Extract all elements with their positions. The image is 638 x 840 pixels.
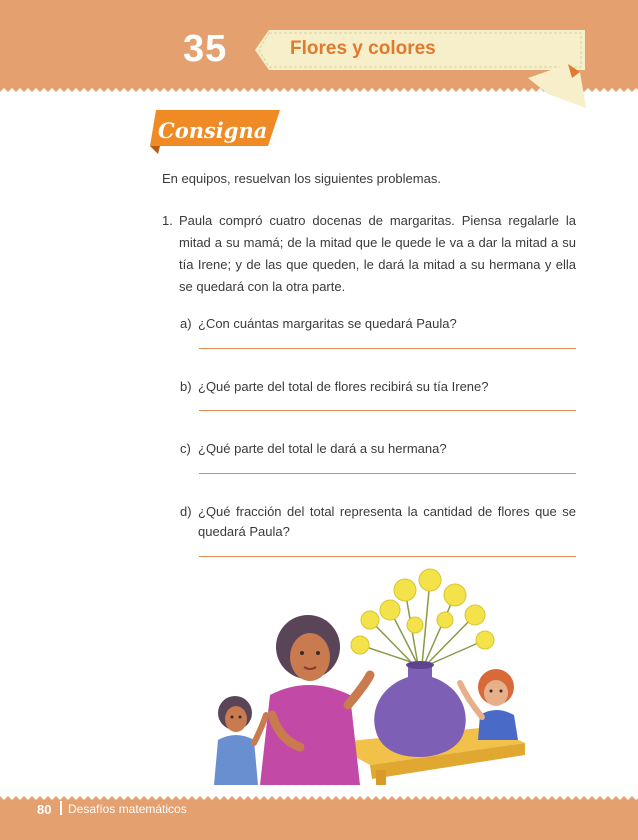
- question-text: ¿Qué parte del total le dará a su hermana?: [198, 441, 447, 456]
- lesson-title: Flores y colores: [290, 38, 436, 59]
- page-number: 80: [37, 802, 52, 817]
- answer-line-c[interactable]: [199, 473, 576, 474]
- answer-line-a[interactable]: [199, 348, 576, 349]
- question-text: ¿Con cuántas margaritas se quedará Paula?: [198, 316, 457, 331]
- lesson-number: 35: [183, 28, 228, 70]
- question-text: ¿Qué parte del total de flores recibirá su tía Irene?: [198, 379, 489, 394]
- book-title: Desafíos matemáticos: [68, 802, 187, 816]
- question-a: [180, 314, 576, 334]
- problem-1: [162, 210, 576, 298]
- question-b: [180, 377, 576, 397]
- answer-line-d[interactable]: [199, 556, 576, 557]
- question-c: [180, 439, 576, 459]
- answer-line-b[interactable]: [199, 410, 576, 411]
- problem-text: Paula compró cuatro docenas de margaritas. Piensa regalarle la mitad a su mamá; de la mitad que le quede le va a dar la mitad a su tía Irene; y de las que queden, le dará la mitad a su hermana y ella se quedará con la otra parte.: [179, 213, 576, 294]
- question-letter: a): [180, 316, 192, 331]
- instructions-text: En equipos, resuelvan los siguientes problemas.: [162, 171, 441, 186]
- footer-zigzag-edge: [0, 792, 638, 800]
- question-text: ¿Qué fracción del total representa la cantidad de flores que se quedará Paula?: [198, 504, 576, 539]
- problem-number: 1.: [162, 213, 173, 228]
- ribbon-fold: [528, 64, 586, 108]
- question-letter: b): [180, 379, 192, 394]
- question-letter: c): [180, 441, 191, 456]
- consigna-label: Consigna 1: [158, 118, 290, 143]
- girls-with-flower-vase-illustration: [200, 565, 540, 785]
- question-letter: d): [180, 504, 192, 519]
- question-d: [180, 502, 576, 542]
- footer-separator: [60, 801, 62, 815]
